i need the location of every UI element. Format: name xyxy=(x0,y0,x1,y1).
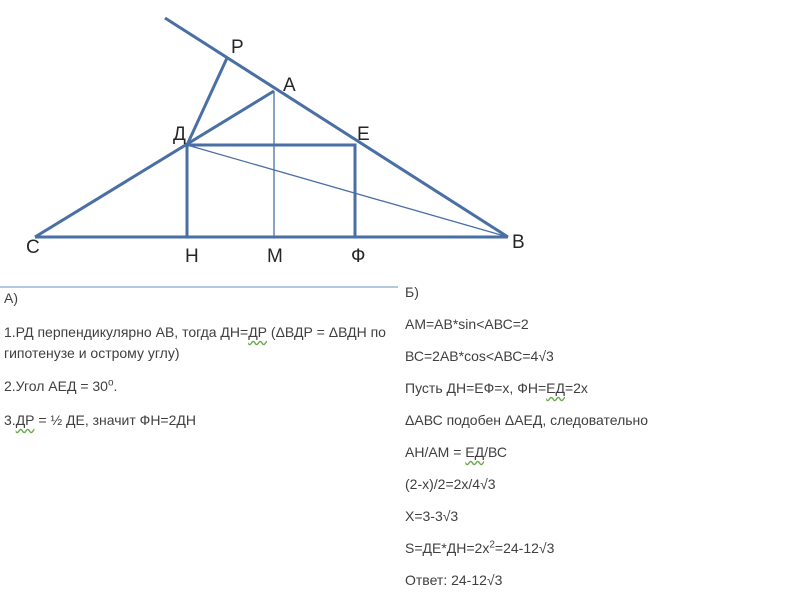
label-h: Н xyxy=(185,246,199,267)
part-a-heading: А) xyxy=(4,290,18,306)
line-1: АМ=АВ*sin<АВС=2 xyxy=(405,316,529,332)
rectangle-dhfe xyxy=(187,145,355,237)
part-b-heading: Б) xyxy=(405,284,419,300)
label-c: С xyxy=(26,237,40,258)
label-e: Е xyxy=(357,124,370,145)
label-p: Р xyxy=(231,37,244,58)
line-3: Пусть ДН=ЕФ=х, ФН=ЕД=2х xyxy=(405,380,588,396)
answer-line: Ответ: 24-12√3 xyxy=(405,572,503,588)
line-4: ΔАВС подобен ΔАЕД, следовательно xyxy=(405,412,649,428)
segment-db xyxy=(187,145,508,237)
label-b: В xyxy=(512,232,525,253)
label-d: Д xyxy=(173,124,186,145)
step-3: 3.ДР = ½ ДЕ, значит ФН=2ДН xyxy=(4,412,196,428)
solution-part-a xyxy=(4,290,396,428)
line-2: ВС=2АВ*cos<АВС=4√3 xyxy=(405,348,554,364)
segment-ca xyxy=(35,91,274,237)
line-5: АН/АМ = ЕД/ВС xyxy=(405,444,507,460)
step-2: 2.Угол АЕД = $30^о$. xyxy=(4,377,118,394)
triangle-diagram xyxy=(0,0,800,290)
label-f: Ф xyxy=(351,246,366,267)
line-6: (2-х)/2=2х/4√3 xyxy=(405,476,496,492)
line-8: $S=ДЕ*ДН=2х^2=24-12√3$ xyxy=(405,539,555,556)
line-7: Х=3-3√3 xyxy=(405,508,459,524)
label-a: А xyxy=(283,75,296,96)
solution-part-b xyxy=(405,284,795,588)
label-m: М xyxy=(267,246,283,267)
step-1: 1.РД перпендикулярно АВ, тогда ДН=ДР (ΔВДР = ΔВДН по гипотенузе и острому углу) xyxy=(4,324,386,361)
